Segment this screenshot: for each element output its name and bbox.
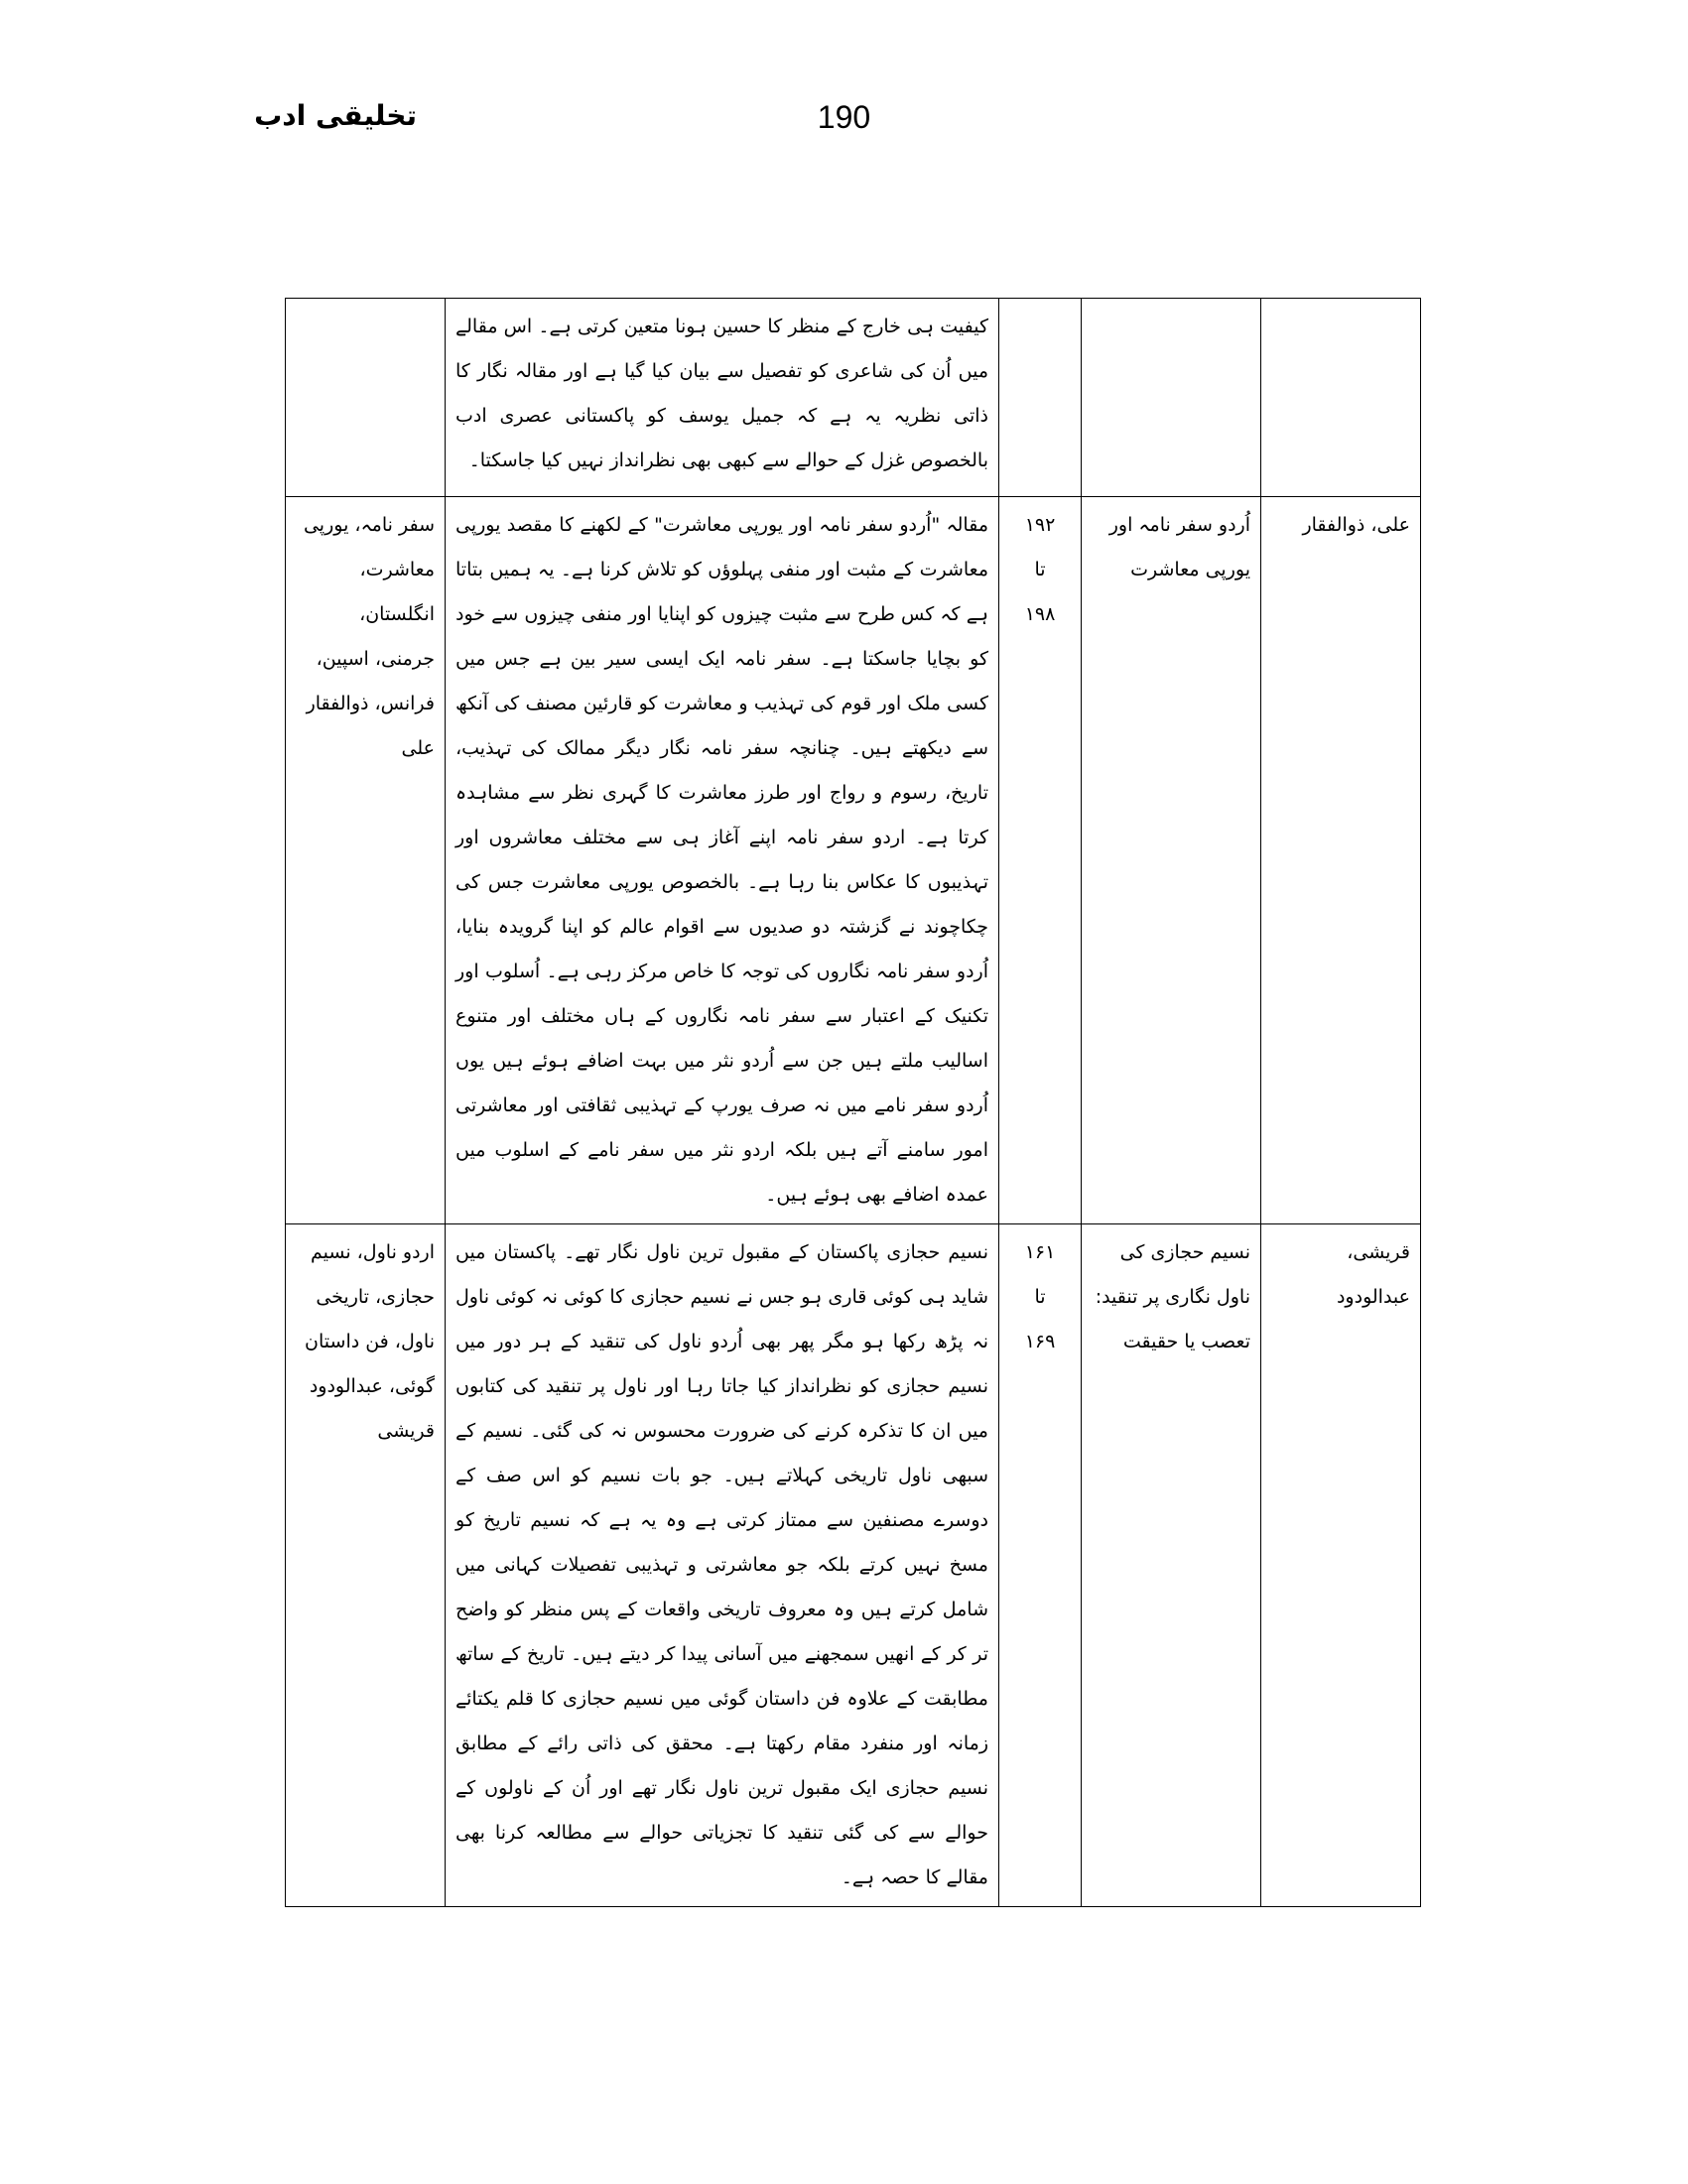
summary-cell: کیفیت ہی خارج کے منظر کا حسین ہونا متعین کرتی ہے۔ اس مقالے میں اُن کی شاعری کو تفصیل سے بیان کیا گیا ہے اور مقالہ نگار کا ذاتی نظریہ یہ ہے کہ جمیل یوسف کو پاکستانی عصری ادب بالخصوص غزل کے حوالے سے کبھی بھی نظرانداز نہیں کیا جاسکتا۔: [446, 299, 999, 497]
title-cell: نسیم حجازی کی ناول نگاری پر تنقید: تعصب یا حقیقت: [1082, 1224, 1261, 1907]
keywords-cell: اردو ناول، نسیم حجازی، تاریخی ناول، فن داستان گوئی، عبدالودود قریشی: [286, 1224, 446, 1907]
title-cell: اُردو سفر نامہ اور یورپی معاشرت: [1082, 497, 1261, 1224]
pages-cell: [999, 1224, 1082, 1907]
journal-title: تخلیقی ادب: [254, 99, 417, 132]
keywords-cell: سفر نامہ، یورپی معاشرت، انگلستان، جرمنی، اسپین، فرانس، ذوالفقار علی: [286, 497, 446, 1224]
page-end: ۱۹۸: [1024, 603, 1056, 625]
page-number: 190: [817, 99, 871, 135]
author-cell: [1261, 299, 1421, 497]
summary-cell: نسیم حجازی پاکستان کے مقبول ترین ناول نگار تھے۔ پاکستان میں شاید ہی کوئی قاری ہو جس نے نسیم حجازی کا کوئی نہ کوئی ناول نہ پڑھ رکھا ہو مگر پھر بھی اُردو ناول کی تنقید کے ہر دور میں نسیم حجازی کو نظرانداز کیا جاتا رہا اور ناول پر تنقید کی کتابوں میں ان کا تذکرہ کرنے کی ضرورت محسوس نہ کی گئی۔ نسیم کے سبھی ناول تاریخی کہلاتے ہیں۔ جو بات نسیم کو اس صف کے دوسرے مصنفین سے ممتاز کرتی ہے وہ یہ ہے کہ نسیم تاریخ کو مسخ نہیں کرتے بلکہ جو معاشرتی و تہذیبی تفصیلات کہانی میں شامل کرتے ہیں وہ معروف تاریخی واقعات کے پس منظر کو واضح تر کر کے انھیں سمجھنے میں آسانی پیدا کر دیتے ہیں۔ تاریخ کے ساتھ مطابقت کے علاوہ فن داستان گوئی میں نسیم حجازی کا قلم یکتائے زمانہ اور منفرد مقام رکھتا ہے۔ محقق کی ذاتی رائے کے مطابق نسیم حجازی ایک مقبول ترین ناول نگار تھے اور اُن کے ناولوں کے حوالے سے کی گئی تنقید کا تجزیاتی حوالے سے مطالعہ کرنا بھی مقالے کا حصہ ہے۔: [446, 1224, 999, 1907]
table-row: [286, 299, 1421, 497]
catalog-table: [285, 298, 1421, 1907]
summary-cell: مقالہ "اُردو سفر نامہ اور یورپی معاشرت" کے لکھنے کا مقصد یورپی معاشرت کے مثبت اور منفی پہلوؤں کو تلاش کرنا ہے۔ یہ ہمیں بتاتا ہے کہ کس طرح سے مثبت چیزوں کو اپنایا اور منفی چیزوں سے خود کو بچایا جاسکتا ہے۔ سفر نامہ ایک ایسی سیر بین ہے جس میں کسی ملک اور قوم کی تہذیب و معاشرت کو قارئین مصنف کی آنکھ سے دیکھتے ہیں۔ چنانچہ سفر نامہ نگار دیگر ممالک کی تہذیب، تاریخ، رسوم و رواج اور طرز معاشرت کا گہری نظر سے مشاہدہ کرتا ہے۔ اردو سفر نامہ اپنے آغاز ہی سے مختلف معاشروں اور تہذیبوں کا عکاس بنا رہا ہے۔ بالخصوص یورپی معاشرت جس کی چکاچوند نے گزشتہ دو صدیوں سے اقوام عالم کو اپنا گرویدہ بنایا، اُردو سفر نامہ نگاروں کی توجہ کا خاص مرکز رہی ہے۔ اُسلوب اور تکنیک کے اعتبار سے سفر نامہ نگاروں کے ہاں مختلف اور متنوع اسالیب ملتے ہیں جن سے اُردو نثر میں بہت اضافے ہوئے ہیں یوں اُردو سفر نامے میں نہ صرف یورپ کے تہذیبی ثقافتی اور معاشرتی امور سامنے آتے ہیں بلکہ اردو نثر میں سفر نامے کے اسلوب میں عمدہ اضافے بھی ہوئے ہیں۔: [446, 497, 999, 1224]
page-start: ۱۶۱: [1024, 1241, 1056, 1263]
table-row: [286, 1224, 1421, 1907]
page-start: ۱۹۲: [1024, 514, 1056, 536]
page-end: ۱۶۹: [1024, 1331, 1056, 1352]
keywords-cell: [286, 299, 446, 497]
author-cell: علی، ذوالفقار: [1261, 497, 1421, 1224]
page-to: تا: [1034, 1286, 1046, 1308]
author-cell: قریشی، عبدالودود: [1261, 1224, 1421, 1907]
pages-cell: [999, 299, 1082, 497]
pages-cell: [999, 497, 1082, 1224]
table-row: [286, 497, 1421, 1224]
title-cell: [1082, 299, 1261, 497]
page-to: تا: [1034, 559, 1046, 580]
